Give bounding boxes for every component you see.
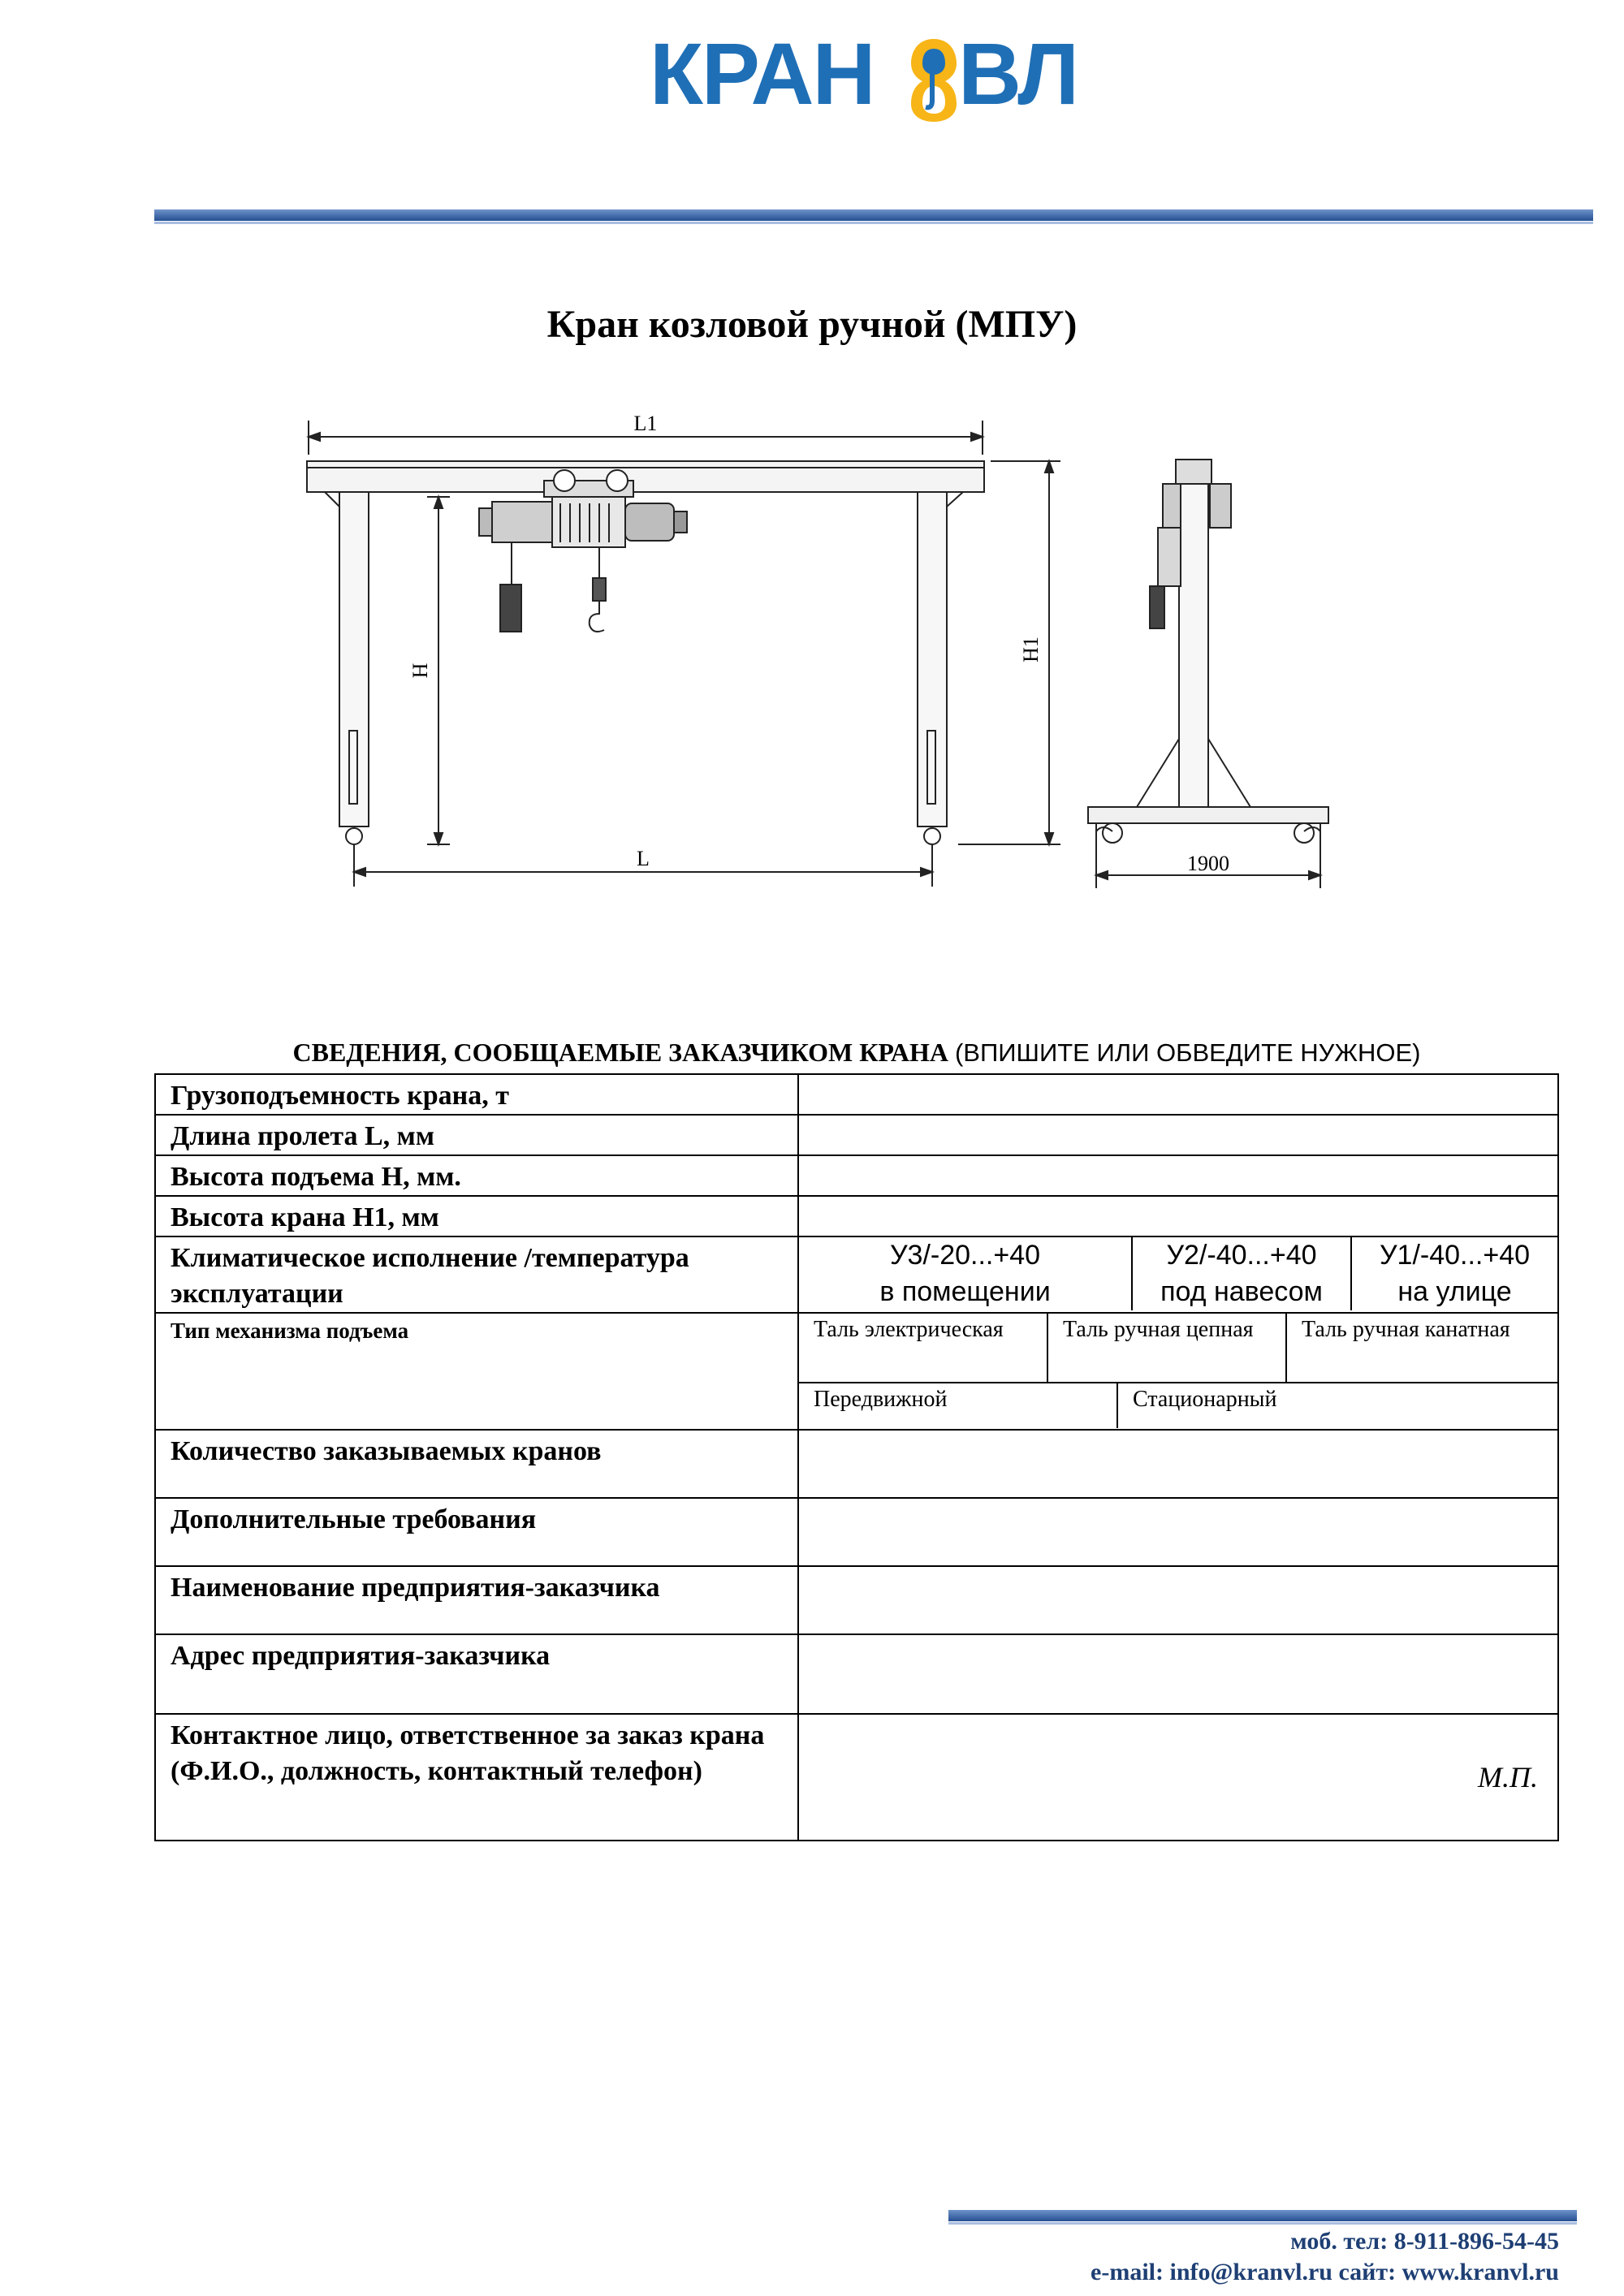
label-span: Длина пролета L, мм <box>155 1115 798 1155</box>
logo-text-left: КРАН <box>650 24 875 123</box>
stamp-mark: М.П. <box>1478 1761 1538 1793</box>
mechanism-option[interactable]: Таль ручная цепная <box>1047 1314 1286 1382</box>
crane-drawing <box>276 406 1453 909</box>
logo-text-right: ВЛ <box>958 24 1078 123</box>
mobility-options <box>799 1382 1557 1428</box>
mobility-option[interactable]: Стационарный <box>1133 1387 1277 1412</box>
field-climate <box>798 1236 1558 1313</box>
climate-option-place: в помещении <box>879 1276 1051 1307</box>
climate-option[interactable] <box>1351 1237 1557 1310</box>
mechanism-option[interactable]: Таль ручная канатная <box>1302 1317 1510 1342</box>
label-climate: Климатическое исполнение /температура эксплуатации <box>155 1236 798 1313</box>
field-mechanism <box>798 1313 1558 1430</box>
label-mechanism: Тип механизма подъема <box>155 1313 798 1430</box>
mechanism-options <box>799 1314 1557 1382</box>
label-contact: Контактное лицо, ответственное за заказ крана (Ф.И.О., должность, контактный телефон) <box>155 1714 798 1841</box>
mechanism-option[interactable]: Таль электрическая <box>799 1314 1047 1382</box>
footer-divider-accent <box>948 2222 1577 2225</box>
field-quantity[interactable] <box>798 1430 1558 1498</box>
field-capacity[interactable] <box>798 1074 1558 1115</box>
header-divider <box>154 209 1593 221</box>
label-h: H <box>408 662 432 679</box>
label-h1: H1 <box>1019 637 1043 662</box>
order-form-table <box>154 1073 1559 1841</box>
field-lift-height[interactable] <box>798 1155 1558 1196</box>
climate-option[interactable] <box>799 1237 1132 1310</box>
field-span[interactable] <box>798 1115 1558 1155</box>
label-capacity: Грузоподъемность крана, т <box>155 1074 798 1115</box>
label-side-width: 1900 <box>1187 852 1229 875</box>
footer-divider <box>948 2210 1577 2221</box>
label-address: Адрес предприятия-заказчика <box>155 1634 798 1714</box>
climate-option-range: У1/-40...+40 <box>1379 1240 1531 1271</box>
field-address[interactable] <box>798 1634 1558 1714</box>
mobility-option[interactable]: Передвижной <box>799 1383 1117 1428</box>
label-lift-height: Высота подъема H, мм. <box>155 1155 798 1196</box>
logo-mark-icon <box>908 34 960 123</box>
climate-option-place: на улице <box>1397 1276 1512 1307</box>
label-company: Наименование предприятия-заказчика <box>155 1566 798 1634</box>
label-extra: Дополнительные требования <box>155 1498 798 1566</box>
field-company[interactable] <box>798 1566 1558 1634</box>
form-caption-title: СВЕДЕНИЯ, СООБЩАЕМЫЕ ЗАКАЗЧИКОМ КРАНА <box>292 1038 948 1067</box>
climate-option-place: под навесом <box>1160 1276 1323 1307</box>
footer-contacts: e-mail: info@kranvl.ru сайт: www.kranvl.ru <box>1091 2259 1559 2285</box>
page-title: Кран козловой ручной (МПУ) <box>546 303 1078 346</box>
footer-phone: моб. тел: 8-911-896-54-45 <box>1290 2228 1559 2255</box>
form-caption <box>154 1038 1559 1068</box>
field-contact[interactable] <box>798 1714 1558 1841</box>
climate-option[interactable] <box>1132 1237 1351 1310</box>
company-logo <box>650 23 1137 128</box>
climate-option-range: У2/-40...+40 <box>1166 1240 1317 1271</box>
label-l1: L1 <box>633 412 658 435</box>
climate-options <box>799 1237 1557 1310</box>
form-caption-note: (ВПИШИТЕ ИЛИ ОБВЕДИТЕ НУЖНОЕ) <box>954 1038 1421 1067</box>
field-crane-height[interactable] <box>798 1196 1558 1236</box>
label-l: L <box>637 847 650 870</box>
field-extra[interactable] <box>798 1498 1558 1566</box>
label-crane-height: Высота крана H1, мм <box>155 1196 798 1236</box>
climate-option-range: У3/-20...+40 <box>889 1240 1041 1271</box>
header-divider-accent <box>154 222 1593 224</box>
label-quantity: Количество заказываемых кранов <box>155 1430 798 1498</box>
